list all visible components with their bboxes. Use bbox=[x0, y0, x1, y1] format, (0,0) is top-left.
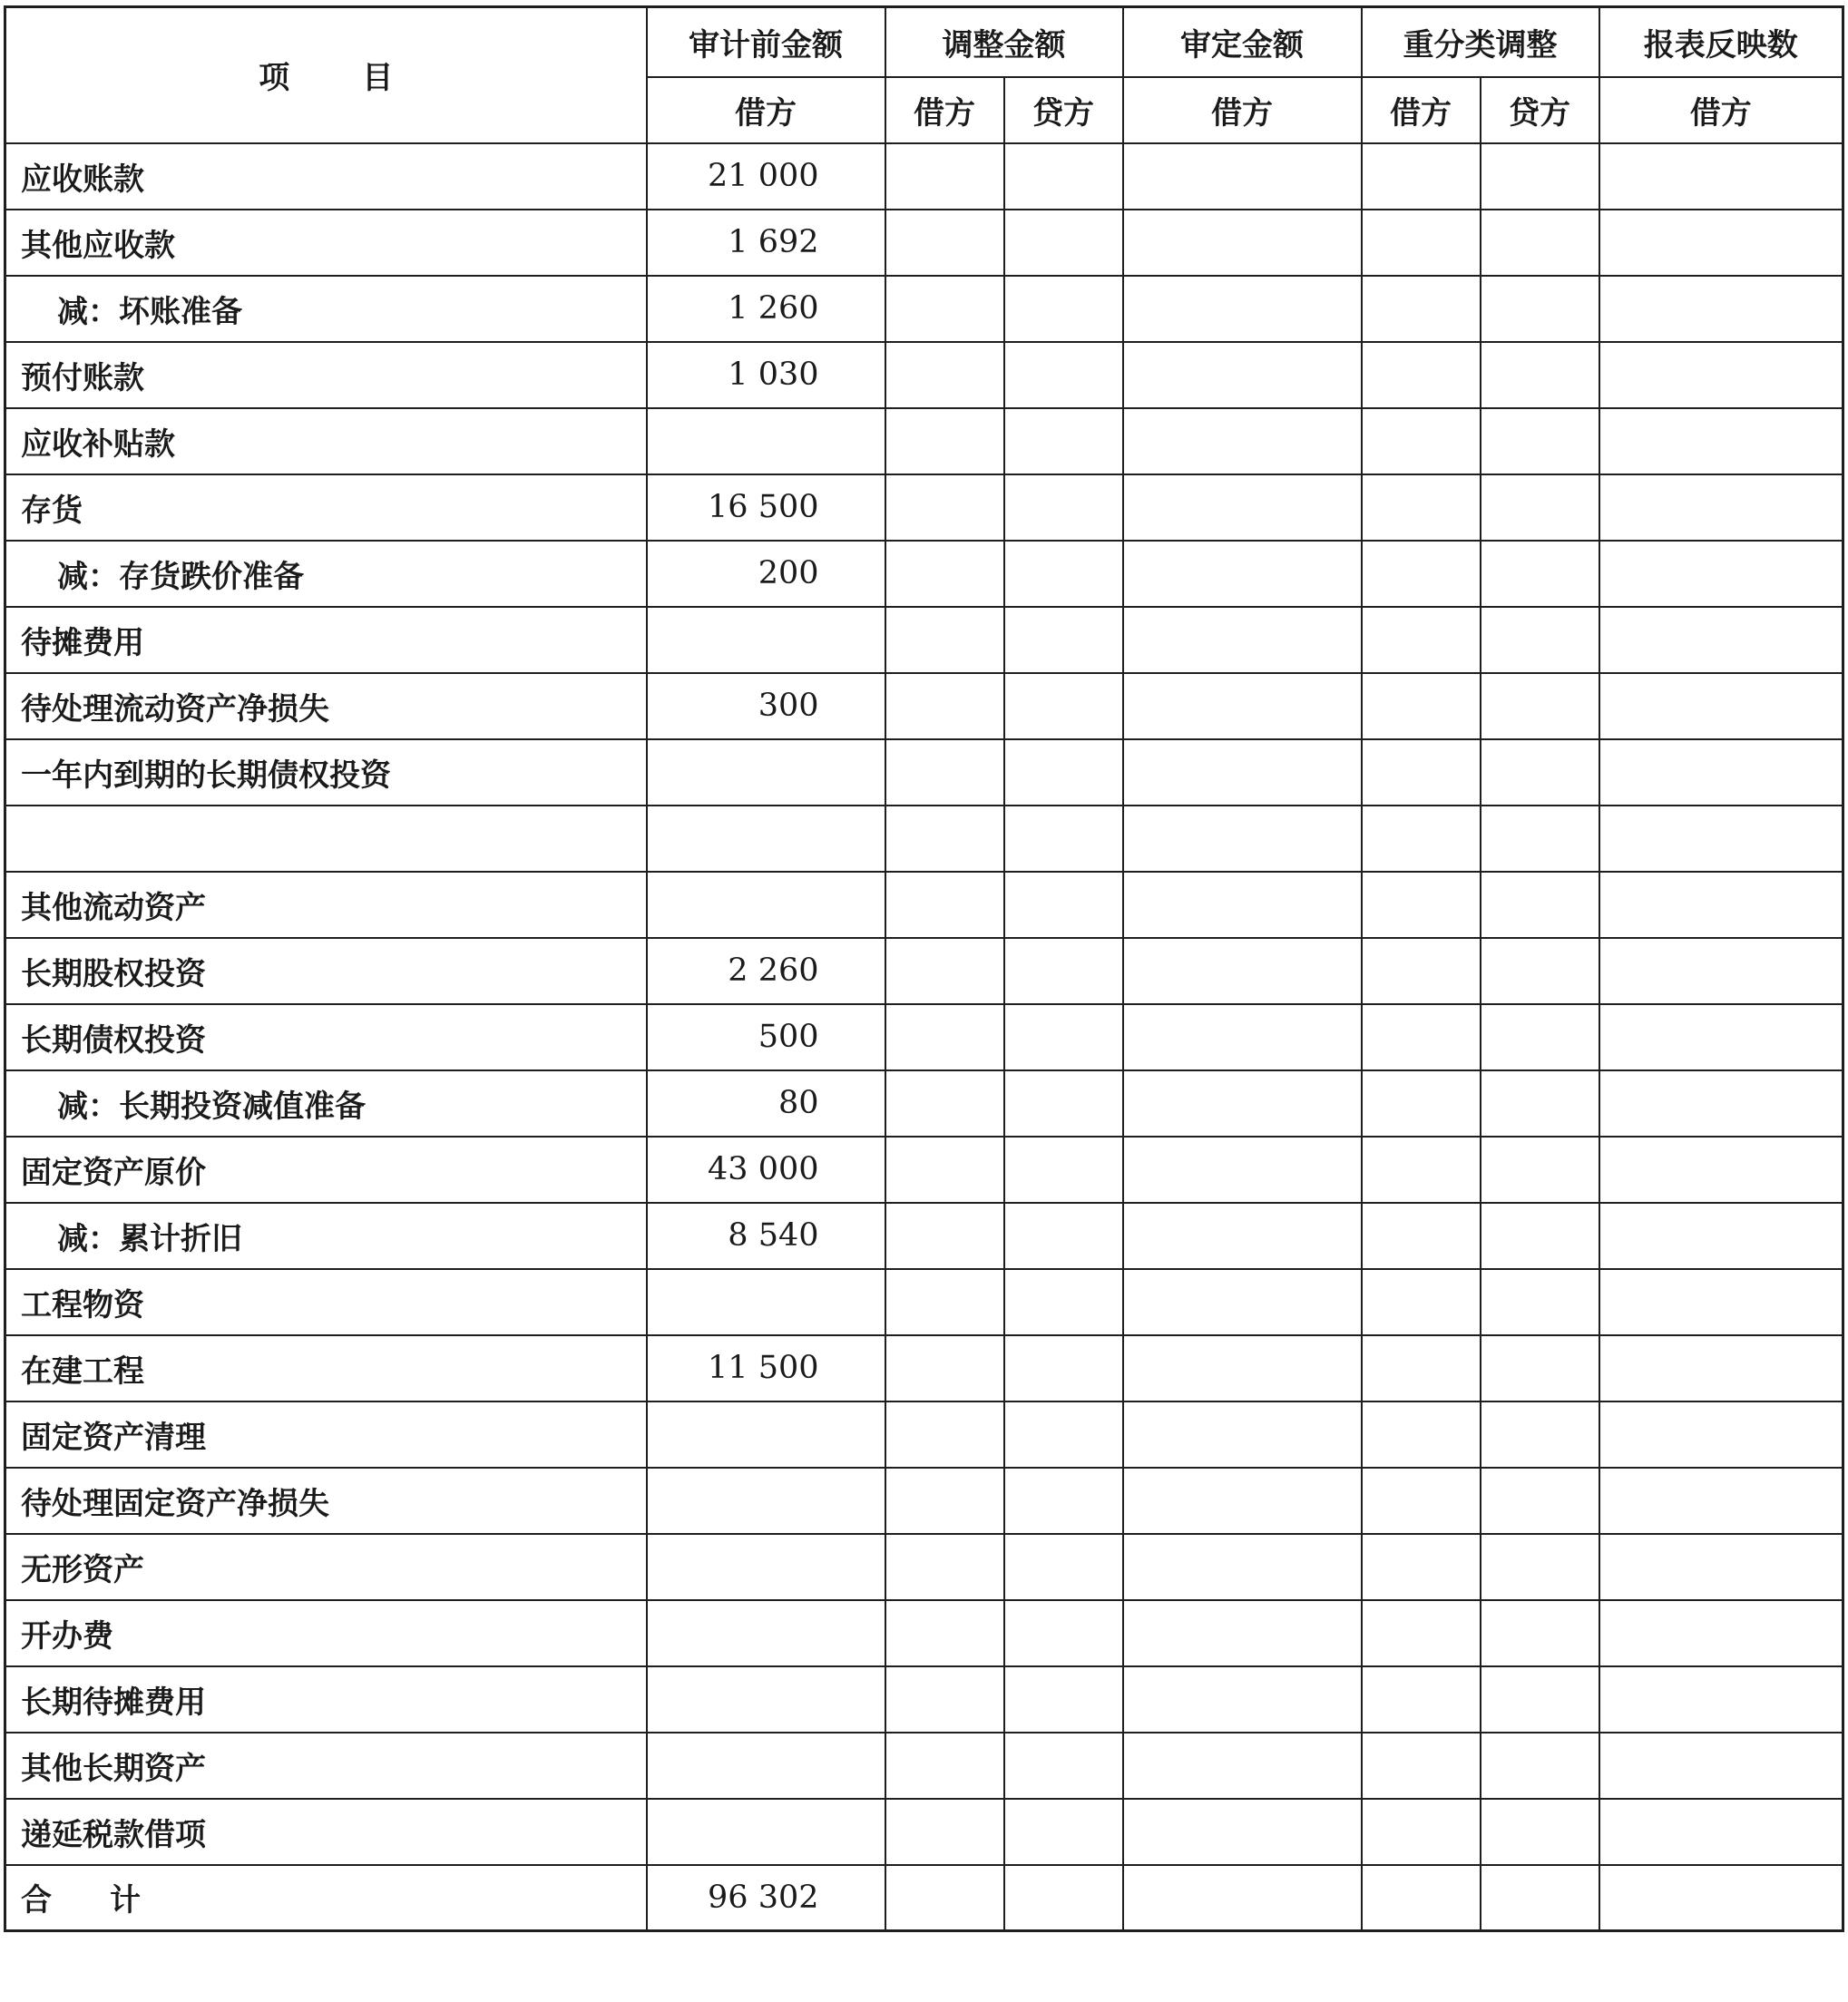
row-adjust-debit-cell bbox=[885, 408, 1004, 474]
row-reclass-debit-cell bbox=[1362, 1733, 1481, 1799]
row-audited-debit-cell bbox=[1123, 1401, 1362, 1468]
row-reclass-credit-cell bbox=[1481, 1600, 1599, 1666]
table-row bbox=[5, 1004, 1843, 1070]
row-audited-debit-cell bbox=[1123, 210, 1362, 276]
row-audited-debit-cell bbox=[1123, 1269, 1362, 1335]
row-adjust-credit-cell bbox=[1004, 474, 1123, 541]
table-row bbox=[5, 806, 1843, 872]
row-label: 固定资产原价 bbox=[5, 1137, 647, 1203]
row-adjust-credit-cell bbox=[1004, 1004, 1123, 1070]
table-row bbox=[5, 938, 1843, 1004]
row-pre-audit-value: 43 000 bbox=[647, 1137, 885, 1203]
row-audited-debit-cell bbox=[1123, 408, 1362, 474]
row-audited-debit-cell bbox=[1123, 1468, 1362, 1534]
table-row bbox=[5, 474, 1843, 541]
row-reclass-credit-cell bbox=[1481, 1203, 1599, 1269]
total-audited-debit bbox=[1123, 1865, 1362, 1931]
row-report-debit-cell bbox=[1599, 541, 1843, 607]
row-adjust-credit-cell bbox=[1004, 276, 1123, 342]
row-report-debit-cell bbox=[1599, 1733, 1843, 1799]
row-adjust-credit-cell bbox=[1004, 1733, 1123, 1799]
row-adjust-debit-cell bbox=[885, 1269, 1004, 1335]
row-audited-debit-cell bbox=[1123, 1004, 1362, 1070]
row-report-debit-cell bbox=[1599, 872, 1843, 938]
row-adjust-debit-cell bbox=[885, 673, 1004, 739]
row-audited-debit-cell bbox=[1123, 143, 1362, 210]
row-audited-debit-cell bbox=[1123, 1335, 1362, 1401]
row-report-debit-cell bbox=[1599, 276, 1843, 342]
table-row bbox=[5, 1666, 1843, 1733]
row-label bbox=[5, 806, 647, 872]
table-body bbox=[5, 143, 1843, 1865]
row-reclass-debit-cell bbox=[1362, 938, 1481, 1004]
row-reclass-credit-cell bbox=[1481, 143, 1599, 210]
audit-worksheet bbox=[4, 5, 1842, 1997]
row-reclass-debit-cell bbox=[1362, 408, 1481, 474]
table-row bbox=[5, 872, 1843, 938]
row-audited-debit-cell bbox=[1123, 1666, 1362, 1733]
row-label: 开办费 bbox=[5, 1600, 647, 1666]
table-row bbox=[5, 673, 1843, 739]
row-report-debit-cell bbox=[1599, 1799, 1843, 1865]
row-label: 工程物资 bbox=[5, 1269, 647, 1335]
row-label: 减：存货跌价准备 bbox=[5, 541, 647, 607]
table-row bbox=[5, 1468, 1843, 1534]
row-label: 长期待摊费用 bbox=[5, 1666, 647, 1733]
reclass-header: 重分类调整 bbox=[1362, 7, 1599, 77]
row-label: 长期债权投资 bbox=[5, 1004, 647, 1070]
row-adjust-debit-cell bbox=[885, 1137, 1004, 1203]
row-audited-debit-cell bbox=[1123, 474, 1362, 541]
row-reclass-debit-cell bbox=[1362, 276, 1481, 342]
row-audited-debit-cell bbox=[1123, 806, 1362, 872]
row-reclass-credit-cell bbox=[1481, 276, 1599, 342]
adjust-debit-header: 借方 bbox=[885, 77, 1004, 143]
row-pre-audit-value bbox=[647, 806, 885, 872]
row-pre-audit-value: 16 500 bbox=[647, 474, 885, 541]
row-reclass-credit-cell bbox=[1481, 474, 1599, 541]
pre-audit-header: 审计前金额 bbox=[647, 7, 885, 77]
row-report-debit-cell bbox=[1599, 1269, 1843, 1335]
table-row bbox=[5, 541, 1843, 607]
row-adjust-credit-cell bbox=[1004, 1203, 1123, 1269]
row-adjust-debit-cell bbox=[885, 342, 1004, 408]
row-label: 待处理固定资产净损失 bbox=[5, 1468, 647, 1534]
row-audited-debit-cell bbox=[1123, 607, 1362, 673]
row-pre-audit-value bbox=[647, 739, 885, 806]
row-reclass-credit-cell bbox=[1481, 1534, 1599, 1600]
row-pre-audit-value bbox=[647, 1401, 885, 1468]
row-label: 待处理流动资产净损失 bbox=[5, 673, 647, 739]
row-audited-debit-cell bbox=[1123, 739, 1362, 806]
item-header-part1: 项 bbox=[259, 60, 290, 97]
row-report-debit-cell bbox=[1599, 1335, 1843, 1401]
audited-debit-header: 借方 bbox=[1123, 77, 1362, 143]
row-audited-debit-cell bbox=[1123, 1799, 1362, 1865]
row-pre-audit-value bbox=[647, 607, 885, 673]
row-adjust-credit-cell bbox=[1004, 1666, 1123, 1733]
row-reclass-credit-cell bbox=[1481, 872, 1599, 938]
row-pre-audit-value bbox=[647, 1799, 885, 1865]
row-report-debit-cell bbox=[1599, 1600, 1843, 1666]
row-adjust-credit-cell bbox=[1004, 607, 1123, 673]
row-label: 减：累计折旧 bbox=[5, 1203, 647, 1269]
row-adjust-credit-cell bbox=[1004, 1335, 1123, 1401]
row-audited-debit-cell bbox=[1123, 1203, 1362, 1269]
row-label: 一年内到期的长期债权投资 bbox=[5, 739, 647, 806]
row-reclass-credit-cell bbox=[1481, 408, 1599, 474]
row-reclass-credit-cell bbox=[1481, 1468, 1599, 1534]
row-adjust-debit-cell bbox=[885, 541, 1004, 607]
row-reclass-debit-cell bbox=[1362, 1335, 1481, 1401]
total-row bbox=[5, 1865, 1843, 1931]
row-label: 待摊费用 bbox=[5, 607, 647, 673]
row-adjust-credit-cell bbox=[1004, 938, 1123, 1004]
row-pre-audit-value: 500 bbox=[647, 1004, 885, 1070]
row-reclass-credit-cell bbox=[1481, 1666, 1599, 1733]
total-label-part1: 合 bbox=[21, 1882, 52, 1919]
row-audited-debit-cell bbox=[1123, 342, 1362, 408]
adjust-header: 调整金额 bbox=[885, 7, 1123, 77]
row-label: 固定资产清理 bbox=[5, 1401, 647, 1468]
table-row bbox=[5, 739, 1843, 806]
row-reclass-debit-cell bbox=[1362, 1468, 1481, 1534]
row-report-debit-cell bbox=[1599, 1004, 1843, 1070]
row-adjust-credit-cell bbox=[1004, 1401, 1123, 1468]
row-reclass-debit-cell bbox=[1362, 806, 1481, 872]
row-pre-audit-value: 21 000 bbox=[647, 143, 885, 210]
table-row bbox=[5, 1600, 1843, 1666]
row-adjust-credit-cell bbox=[1004, 1600, 1123, 1666]
total-reclass-debit bbox=[1362, 1865, 1481, 1931]
row-report-debit-cell bbox=[1599, 474, 1843, 541]
row-reclass-debit-cell bbox=[1362, 607, 1481, 673]
table-row bbox=[5, 1733, 1843, 1799]
row-adjust-debit-cell bbox=[885, 739, 1004, 806]
row-label: 其他长期资产 bbox=[5, 1733, 647, 1799]
total-label-part2: 计 bbox=[110, 1882, 141, 1919]
row-audited-debit-cell bbox=[1123, 872, 1362, 938]
row-reclass-debit-cell bbox=[1362, 1401, 1481, 1468]
row-adjust-credit-cell bbox=[1004, 673, 1123, 739]
row-reclass-credit-cell bbox=[1481, 1269, 1599, 1335]
row-adjust-credit-cell bbox=[1004, 342, 1123, 408]
row-reclass-credit-cell bbox=[1481, 1799, 1599, 1865]
row-reclass-debit-cell bbox=[1362, 1070, 1481, 1137]
row-pre-audit-value: 300 bbox=[647, 673, 885, 739]
row-reclass-credit-cell bbox=[1481, 210, 1599, 276]
total-adjust-debit bbox=[885, 1865, 1004, 1931]
row-reclass-credit-cell bbox=[1481, 673, 1599, 739]
row-audited-debit-cell bbox=[1123, 1137, 1362, 1203]
row-label: 减：长期投资减值准备 bbox=[5, 1070, 647, 1137]
item-header-part2: 目 bbox=[362, 60, 394, 97]
row-adjust-debit-cell bbox=[885, 1666, 1004, 1733]
table-row bbox=[5, 1203, 1843, 1269]
row-adjust-credit-cell bbox=[1004, 408, 1123, 474]
row-adjust-credit-cell bbox=[1004, 541, 1123, 607]
row-pre-audit-value bbox=[647, 1468, 885, 1534]
row-adjust-debit-cell bbox=[885, 938, 1004, 1004]
row-adjust-debit-cell bbox=[885, 1203, 1004, 1269]
row-adjust-credit-cell bbox=[1004, 143, 1123, 210]
row-adjust-debit-cell bbox=[885, 872, 1004, 938]
row-reclass-debit-cell bbox=[1362, 342, 1481, 408]
row-adjust-credit-cell bbox=[1004, 1534, 1123, 1600]
row-adjust-debit-cell bbox=[885, 143, 1004, 210]
row-reclass-debit-cell bbox=[1362, 1534, 1481, 1600]
row-pre-audit-value: 200 bbox=[647, 541, 885, 607]
row-adjust-credit-cell bbox=[1004, 210, 1123, 276]
row-audited-debit-cell bbox=[1123, 541, 1362, 607]
row-pre-audit-value: 2 260 bbox=[647, 938, 885, 1004]
row-adjust-debit-cell bbox=[885, 1468, 1004, 1534]
row-report-debit-cell bbox=[1599, 739, 1843, 806]
row-adjust-credit-cell bbox=[1004, 1070, 1123, 1137]
row-adjust-debit-cell bbox=[885, 806, 1004, 872]
table-row bbox=[5, 210, 1843, 276]
row-adjust-credit-cell bbox=[1004, 1269, 1123, 1335]
row-reclass-debit-cell bbox=[1362, 1666, 1481, 1733]
row-label: 其他应收款 bbox=[5, 210, 647, 276]
row-pre-audit-value bbox=[647, 1534, 885, 1600]
row-adjust-credit-cell bbox=[1004, 872, 1123, 938]
row-reclass-credit-cell bbox=[1481, 1335, 1599, 1401]
row-reclass-debit-cell bbox=[1362, 1203, 1481, 1269]
row-adjust-debit-cell bbox=[885, 1733, 1004, 1799]
row-adjust-credit-cell bbox=[1004, 1799, 1123, 1865]
row-report-debit-cell bbox=[1599, 143, 1843, 210]
row-reclass-credit-cell bbox=[1481, 342, 1599, 408]
row-pre-audit-value: 80 bbox=[647, 1070, 885, 1137]
row-reclass-debit-cell bbox=[1362, 1269, 1481, 1335]
reclass-credit-header: 贷方 bbox=[1481, 77, 1599, 143]
report-debit-header: 借方 bbox=[1599, 77, 1843, 143]
table-row bbox=[5, 1137, 1843, 1203]
row-reclass-debit-cell bbox=[1362, 1004, 1481, 1070]
row-label: 递延税款借项 bbox=[5, 1799, 647, 1865]
row-pre-audit-value: 1 030 bbox=[647, 342, 885, 408]
table-row bbox=[5, 276, 1843, 342]
row-adjust-debit-cell bbox=[885, 1600, 1004, 1666]
row-reclass-debit-cell bbox=[1362, 1600, 1481, 1666]
row-adjust-debit-cell bbox=[885, 1401, 1004, 1468]
row-reclass-debit-cell bbox=[1362, 739, 1481, 806]
table-row bbox=[5, 1269, 1843, 1335]
header-row-groups bbox=[5, 7, 1843, 77]
row-label: 无形资产 bbox=[5, 1534, 647, 1600]
row-audited-debit-cell bbox=[1123, 1733, 1362, 1799]
row-reclass-credit-cell bbox=[1481, 806, 1599, 872]
row-reclass-credit-cell bbox=[1481, 607, 1599, 673]
row-adjust-debit-cell bbox=[885, 607, 1004, 673]
row-reclass-credit-cell bbox=[1481, 1137, 1599, 1203]
table-row bbox=[5, 143, 1843, 210]
table-row bbox=[5, 1534, 1843, 1600]
row-reclass-debit-cell bbox=[1362, 1799, 1481, 1865]
row-adjust-credit-cell bbox=[1004, 806, 1123, 872]
row-reclass-debit-cell bbox=[1362, 474, 1481, 541]
row-adjust-credit-cell bbox=[1004, 1468, 1123, 1534]
row-reclass-debit-cell bbox=[1362, 210, 1481, 276]
total-report-debit bbox=[1599, 1865, 1843, 1931]
row-label: 预付账款 bbox=[5, 342, 647, 408]
row-pre-audit-value: 11 500 bbox=[647, 1335, 885, 1401]
row-label: 存货 bbox=[5, 474, 647, 541]
row-report-debit-cell bbox=[1599, 408, 1843, 474]
row-report-debit-cell bbox=[1599, 1468, 1843, 1534]
row-adjust-debit-cell bbox=[885, 1534, 1004, 1600]
row-label: 其他流动资产 bbox=[5, 872, 647, 938]
audited-header: 审定金额 bbox=[1123, 7, 1362, 77]
row-adjust-debit-cell bbox=[885, 210, 1004, 276]
row-pre-audit-value bbox=[647, 872, 885, 938]
row-audited-debit-cell bbox=[1123, 673, 1362, 739]
row-pre-audit-value bbox=[647, 1600, 885, 1666]
adjust-credit-header: 贷方 bbox=[1004, 77, 1123, 143]
row-report-debit-cell bbox=[1599, 938, 1843, 1004]
row-report-debit-cell bbox=[1599, 806, 1843, 872]
row-label: 应收账款 bbox=[5, 143, 647, 210]
row-audited-debit-cell bbox=[1123, 276, 1362, 342]
row-adjust-debit-cell bbox=[885, 1004, 1004, 1070]
row-audited-debit-cell bbox=[1123, 1534, 1362, 1600]
row-report-debit-cell bbox=[1599, 1534, 1843, 1600]
row-reclass-debit-cell bbox=[1362, 872, 1481, 938]
row-pre-audit-value bbox=[647, 408, 885, 474]
row-reclass-credit-cell bbox=[1481, 1070, 1599, 1137]
row-pre-audit-value bbox=[647, 1269, 885, 1335]
total-adjust-credit bbox=[1004, 1865, 1123, 1931]
row-adjust-debit-cell bbox=[885, 474, 1004, 541]
row-pre-audit-value bbox=[647, 1666, 885, 1733]
table-row bbox=[5, 408, 1843, 474]
row-pre-audit-value: 1 692 bbox=[647, 210, 885, 276]
report-header: 报表反映数 bbox=[1599, 7, 1843, 77]
row-report-debit-cell bbox=[1599, 342, 1843, 408]
table-row bbox=[5, 1799, 1843, 1865]
total-label bbox=[5, 1865, 647, 1931]
row-reclass-debit-cell bbox=[1362, 673, 1481, 739]
row-pre-audit-value: 1 260 bbox=[647, 276, 885, 342]
row-reclass-debit-cell bbox=[1362, 1137, 1481, 1203]
row-reclass-debit-cell bbox=[1362, 143, 1481, 210]
row-label: 长期股权投资 bbox=[5, 938, 647, 1004]
row-adjust-debit-cell bbox=[885, 1799, 1004, 1865]
table-row bbox=[5, 342, 1843, 408]
row-reclass-credit-cell bbox=[1481, 1733, 1599, 1799]
row-reclass-debit-cell bbox=[1362, 541, 1481, 607]
row-report-debit-cell bbox=[1599, 607, 1843, 673]
row-pre-audit-value: 8 540 bbox=[647, 1203, 885, 1269]
row-label: 在建工程 bbox=[5, 1335, 647, 1401]
row-label: 减：坏账准备 bbox=[5, 276, 647, 342]
row-audited-debit-cell bbox=[1123, 938, 1362, 1004]
row-reclass-credit-cell bbox=[1481, 938, 1599, 1004]
row-reclass-credit-cell bbox=[1481, 541, 1599, 607]
row-adjust-debit-cell bbox=[885, 276, 1004, 342]
total-reclass-credit bbox=[1481, 1865, 1599, 1931]
row-report-debit-cell bbox=[1599, 1070, 1843, 1137]
pre-audit-debit-header: 借方 bbox=[647, 77, 885, 143]
row-label: 应收补贴款 bbox=[5, 408, 647, 474]
row-report-debit-cell bbox=[1599, 1137, 1843, 1203]
row-adjust-credit-cell bbox=[1004, 739, 1123, 806]
table-row bbox=[5, 1401, 1843, 1468]
reclass-debit-header: 借方 bbox=[1362, 77, 1481, 143]
row-adjust-debit-cell bbox=[885, 1335, 1004, 1401]
total-pre-audit-value: 96 302 bbox=[647, 1865, 885, 1931]
row-report-debit-cell bbox=[1599, 1666, 1843, 1733]
row-reclass-credit-cell bbox=[1481, 1004, 1599, 1070]
row-adjust-debit-cell bbox=[885, 1070, 1004, 1137]
table-row bbox=[5, 607, 1843, 673]
row-audited-debit-cell bbox=[1123, 1600, 1362, 1666]
row-report-debit-cell bbox=[1599, 1203, 1843, 1269]
row-report-debit-cell bbox=[1599, 673, 1843, 739]
table-row bbox=[5, 1070, 1843, 1137]
row-reclass-credit-cell bbox=[1481, 1401, 1599, 1468]
item-column-header bbox=[5, 7, 647, 143]
row-audited-debit-cell bbox=[1123, 1070, 1362, 1137]
row-pre-audit-value bbox=[647, 1733, 885, 1799]
table-row bbox=[5, 1335, 1843, 1401]
row-adjust-credit-cell bbox=[1004, 1137, 1123, 1203]
row-report-debit-cell bbox=[1599, 210, 1843, 276]
row-report-debit-cell bbox=[1599, 1401, 1843, 1468]
asset-adjustment-table bbox=[4, 5, 1844, 1932]
row-reclass-credit-cell bbox=[1481, 739, 1599, 806]
